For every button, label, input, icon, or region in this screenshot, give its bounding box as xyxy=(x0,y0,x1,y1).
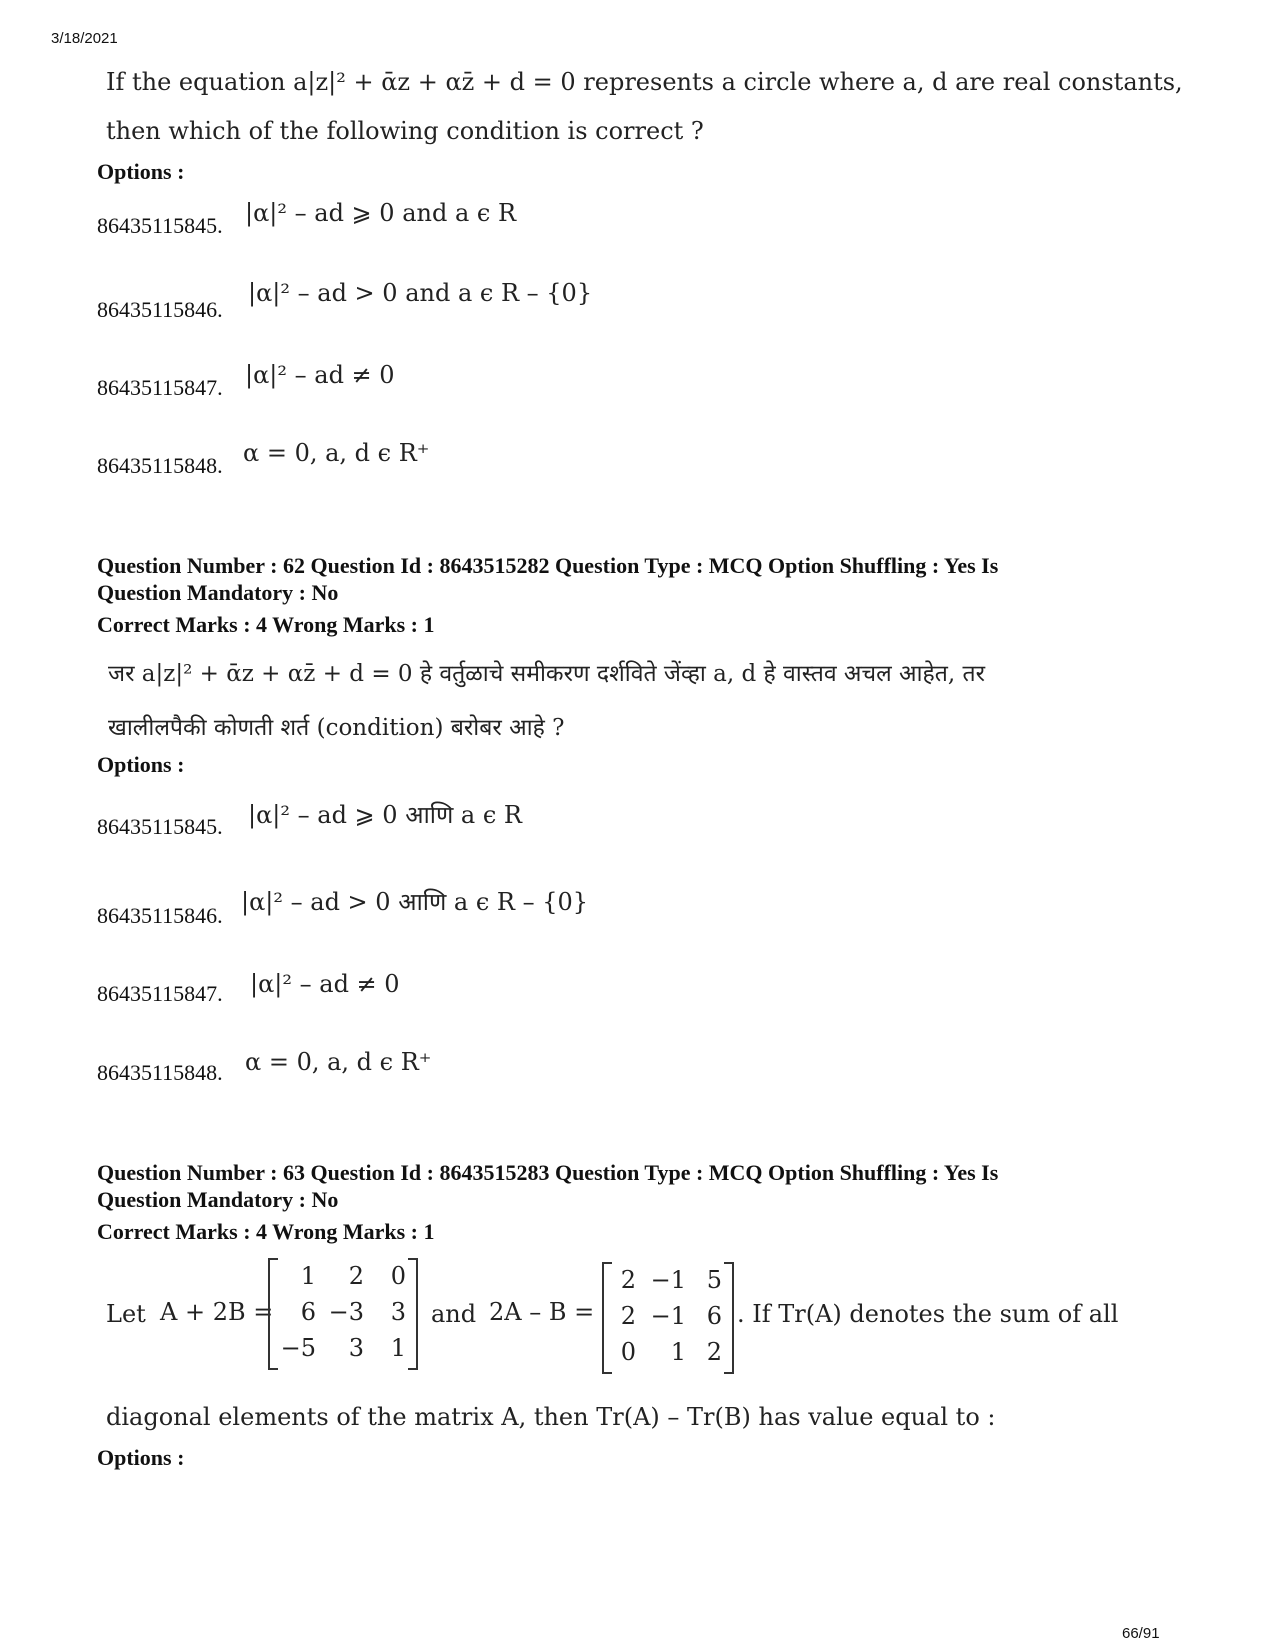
matrix-cell: 6 xyxy=(300,1298,316,1326)
matrix-cell: 0 xyxy=(620,1338,636,1366)
q62-header-line2: Question Mandatory : No xyxy=(97,580,339,605)
q61-option-2-id: 86435115846. xyxy=(97,297,223,322)
matrix-cell: 2 xyxy=(620,1302,636,1330)
matrix-cell: 1 xyxy=(300,1262,316,1290)
q62-option-1-id: 86435115845. xyxy=(97,814,223,839)
q62-option-3-text: |α|² – ad ≠ 0 xyxy=(250,970,400,998)
q63-tail: . If Tr(A) denotes the sum of all xyxy=(737,1300,1119,1328)
matrix-cell: 0 xyxy=(390,1262,406,1290)
q63-lhs1: A + 2B = xyxy=(160,1298,274,1326)
q62-marks: Correct Marks : 4 Wrong Marks : 1 xyxy=(97,612,435,637)
matrix-cell: 2 xyxy=(706,1338,722,1366)
q62-header-line1: Question Number : 62 Question Id : 8643515282 Question Type : MCQ Option Shuffling : Yes Is xyxy=(97,553,999,578)
q62-option-2-text: |α|² – ad > 0 आणि a ϵ R – {0} xyxy=(241,888,589,916)
q63-header-line1: Question Number : 63 Question Id : 8643515283 Question Type : MCQ Option Shuffling : Yes Is xyxy=(97,1160,999,1185)
q61-option-1-text: |α|² – ad ⩾ 0 and a ϵ R xyxy=(245,199,517,227)
q63-text-line2: diagonal elements of the matrix A, then Tr(A) – Tr(B) has value equal to : xyxy=(106,1403,996,1431)
matrix-cell: 3 xyxy=(390,1298,406,1326)
print-date: 3/18/2021 xyxy=(51,30,118,47)
q61-text-line1: If the equation a|z|² + ᾱz + αz̄ + d = 0 represents a circle where a, d are real constants, xyxy=(106,68,1183,96)
matrix-cell: 1 xyxy=(670,1338,686,1366)
q61-option-1-id: 86435115845. xyxy=(97,213,223,238)
q62-text-line1: जर a|z|² + ᾱz + αz̄ + d = 0 हे वर्तुळाचे समीकरण दर्शविते जेंव्हा a, d हे वास्तव अचल आहेत, तर xyxy=(108,661,985,687)
q63-options-label: Options : xyxy=(97,1445,185,1470)
q62-text-line2: खालीलपैकी कोणती शर्त (condition) बरोबर आहे ? xyxy=(108,715,565,741)
matrix-cell: 2 xyxy=(348,1262,364,1290)
q61-option-3-text: |α|² – ad ≠ 0 xyxy=(245,361,395,389)
q63-and: and xyxy=(431,1300,477,1328)
q61-options-label: Options : xyxy=(97,159,185,184)
q62-option-4-id: 86435115848. xyxy=(97,1060,223,1085)
matrix-a-plus-2b xyxy=(268,1258,418,1366)
matrix-cell: 2 xyxy=(620,1266,636,1294)
matrix-2a-minus-b xyxy=(602,1262,734,1370)
matrix-cell: 5 xyxy=(706,1266,722,1294)
q61-text-line2: then which of the following condition is correct ? xyxy=(106,117,704,145)
q61-option-4-text: α = 0, a, d ϵ R⁺ xyxy=(243,439,430,467)
q61-option-4-id: 86435115848. xyxy=(97,453,223,478)
q62-option-3-id: 86435115847. xyxy=(97,981,223,1006)
matrix-cell: −1 xyxy=(650,1302,686,1330)
q63-let: Let xyxy=(106,1300,146,1328)
q61-option-3-id: 86435115847. xyxy=(97,375,223,400)
q62-option-1-text: |α|² – ad ⩾ 0 आणि a ϵ R xyxy=(248,801,522,829)
matrix-cell: 1 xyxy=(390,1334,406,1362)
q63-lhs2: 2A – B = xyxy=(489,1298,595,1326)
q63-marks: Correct Marks : 4 Wrong Marks : 1 xyxy=(97,1219,435,1244)
matrix-cell: 3 xyxy=(348,1334,364,1362)
page-number: 66/91 xyxy=(1122,1625,1160,1642)
q62-option-4-text: α = 0, a, d ϵ R⁺ xyxy=(245,1048,432,1076)
q62-option-2-id: 86435115846. xyxy=(97,903,223,928)
matrix-cell: 6 xyxy=(706,1302,722,1330)
matrix-cell: −1 xyxy=(650,1266,686,1294)
q63-header-line2: Question Mandatory : No xyxy=(97,1187,339,1212)
matrix-cell: −5 xyxy=(280,1334,316,1362)
matrix-cell: −3 xyxy=(328,1298,364,1326)
q61-option-2-text: |α|² – ad > 0 and a ϵ R – {0} xyxy=(248,279,593,307)
q62-options-label: Options : xyxy=(97,752,185,777)
